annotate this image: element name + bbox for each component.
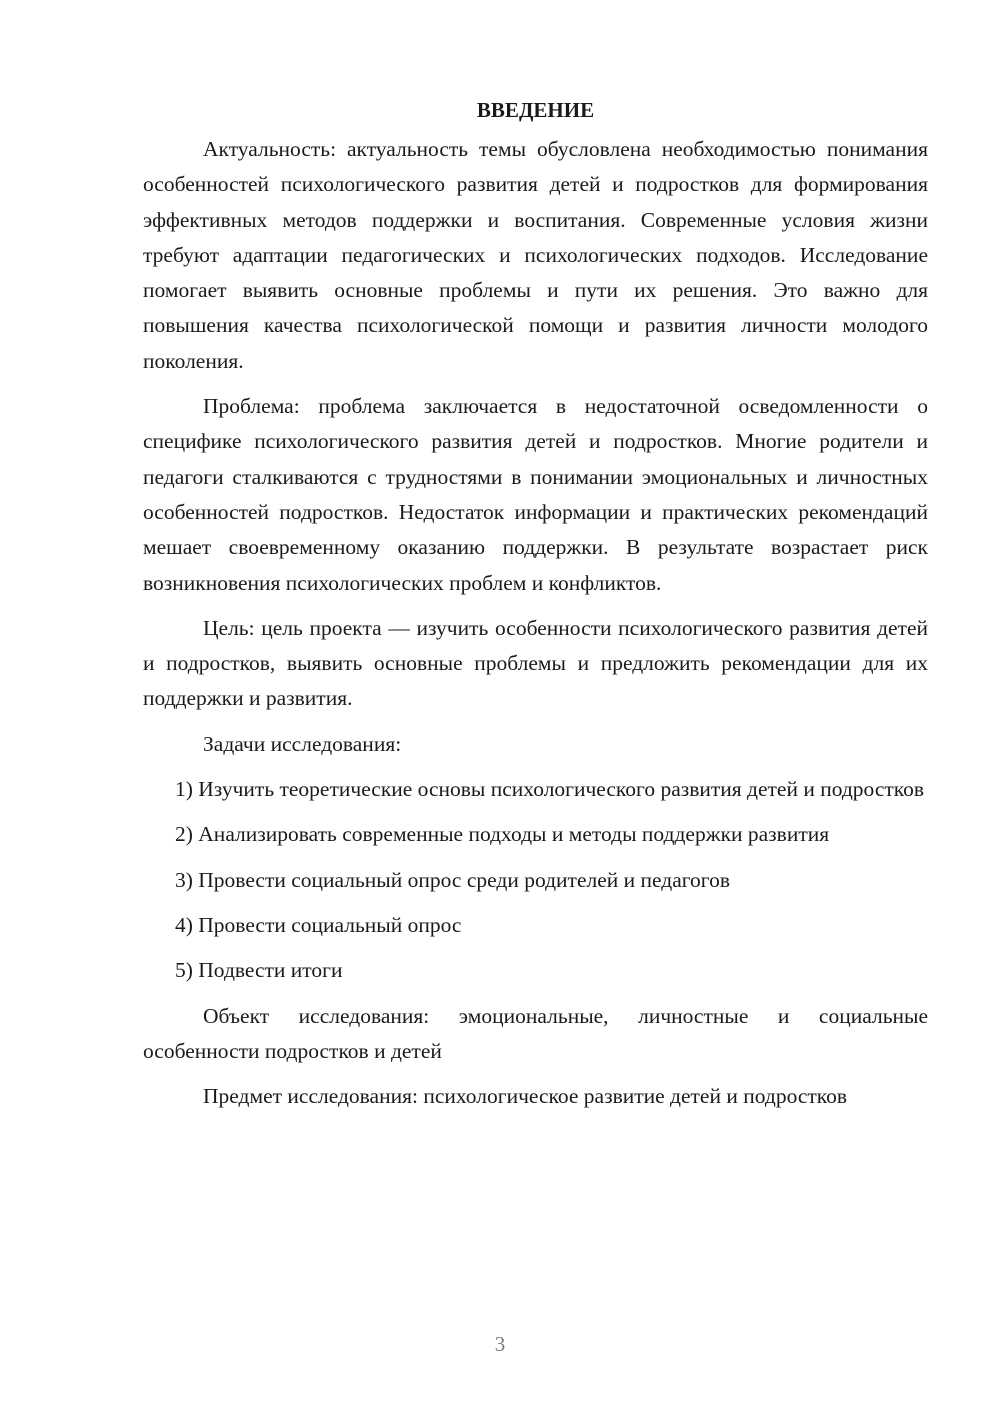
document-page bbox=[143, 92, 928, 1124]
relevance-paragraph: Актуальность: актуальность темы обусловлена необходимостью понимания особенностей психологического развития детей и подростков для формирования эффективных методов поддержки и воспитания. Современные условия жизни требуют адаптации педагогических и психологических подходов. Исследование помогает выявить основные проблемы и пути их решения. Это важно для повышения качества психологической помощи и развития личности молодого поколения. bbox=[143, 137, 928, 373]
tasks-heading: Задачи исследования: bbox=[203, 731, 402, 756]
section-heading: ВВЕДЕНИЕ bbox=[476, 98, 595, 122]
task-item-5: 5) Подвести итоги bbox=[175, 958, 343, 983]
problem-paragraph: Проблема: проблема заключается в недостаточной осведомленности о специфике психологического развития детей и подростков. Многие родители и педагоги сталкиваются с трудностями в понимании эмоциональных и личностных особенностей подростков. Недостаток информации и практических рекомендаций мешает своевременному оказанию поддержки. В результате возрастает риск возникновения психологических проблем и конфликтов. bbox=[143, 394, 928, 595]
subject-paragraph: Предмет исследования: психологическое развитие детей и подростков bbox=[203, 1084, 848, 1109]
goal-paragraph: Цель: цель проекта — изучить особенности психологического развития детей и подростков, выявить основные проблемы и предложить рекомендации для их поддержки и развития. bbox=[143, 615, 928, 711]
task-item-3: 3) Провести социальный опрос среди родителей и педагогов bbox=[175, 867, 730, 892]
task-item-1: 1) Изучить теоретические основы психологического развития детей и подростков bbox=[175, 777, 925, 802]
page-number: 3 bbox=[494, 1332, 506, 1356]
object-paragraph: Объект исследования: эмоциональные, личностные и социальные особенности подростков и детей bbox=[143, 1003, 928, 1063]
task-item-4: 4) Провести социальный опрос bbox=[175, 912, 462, 937]
task-item-2: 2) Анализировать современные подходы и методы поддержки развития bbox=[175, 822, 830, 847]
